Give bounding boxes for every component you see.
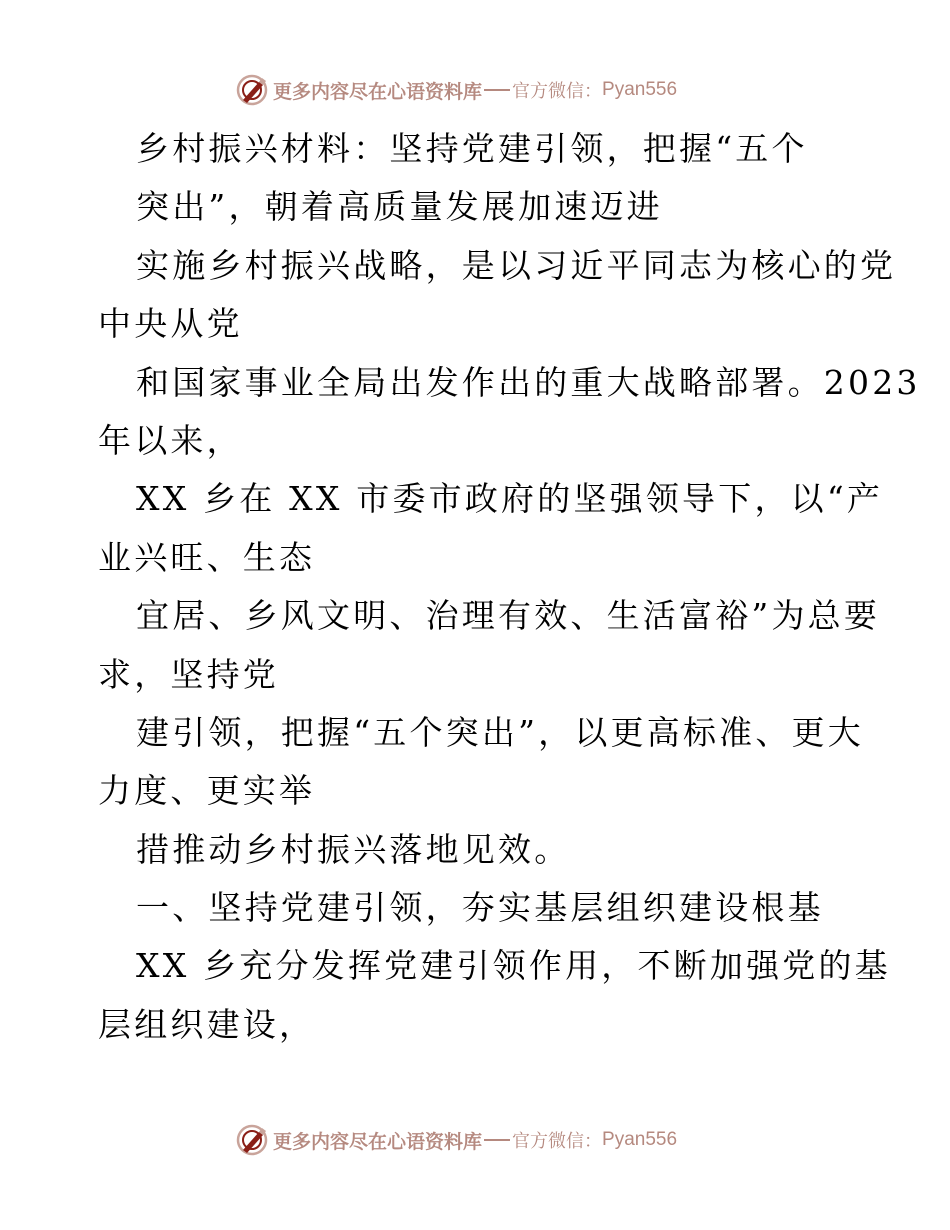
pen-logo-icon (235, 73, 269, 107)
watermark-dash (484, 1139, 510, 1141)
paragraph-line: XX 乡在 XX 市委市政府的坚强领导下，以“产 (136, 479, 884, 519)
paragraph-line: 业兴旺、生态 (98, 537, 316, 577)
watermark-wechat-id: Pyan556 (602, 79, 678, 100)
paragraph-line: 宜居、乡风文明、治理有效、生活富裕”为总要 (136, 596, 881, 636)
paragraph-line: XX 乡充分发挥党建引领作用，不断加强党的基 (136, 946, 891, 986)
paragraph-line: 建引领，把握“五个突出”，以更高标准、更大 (136, 712, 864, 752)
watermark-wechat-id: Pyan556 (602, 1129, 678, 1150)
header-watermark (235, 72, 715, 108)
document-body (98, 120, 921, 1054)
paragraph-line: 中央从党 (98, 304, 243, 344)
paragraph-line: 求，坚持党 (98, 654, 279, 694)
paragraph-line: 力度、更实举 (98, 771, 316, 811)
title-line-1: 乡村振兴材料：坚持党建引领，把握“五个 (136, 129, 808, 168)
watermark-dash (484, 89, 510, 91)
paragraph-line: 实施乡村振兴战略，是以习近平同志为核心的党 (136, 245, 897, 285)
watermark-text: 更多内容尽在心语资料库 (273, 80, 483, 103)
paragraph-line: 层组织建设， (98, 1004, 316, 1044)
watermark-text: 更多内容尽在心语资料库 (273, 1130, 483, 1153)
footer-watermark (235, 1122, 715, 1158)
paragraph-line: 和国家事业全局出发作出的重大战略部署。2023 (136, 362, 921, 402)
watermark-wechat-label: 官方微信： (512, 1131, 603, 1152)
pen-logo-icon (235, 1123, 269, 1157)
section-heading: 一、坚持党建引领，夯实基层组织建设根基 (136, 888, 824, 928)
title-line-2: 突出”，朝着高质量发展加速迈进 (136, 187, 663, 227)
watermark-wechat-label: 官方微信： (512, 81, 603, 102)
paragraph-line: 措推动乡村振兴落地见效。 (136, 829, 571, 869)
paragraph-line: 年以来， (98, 420, 243, 460)
